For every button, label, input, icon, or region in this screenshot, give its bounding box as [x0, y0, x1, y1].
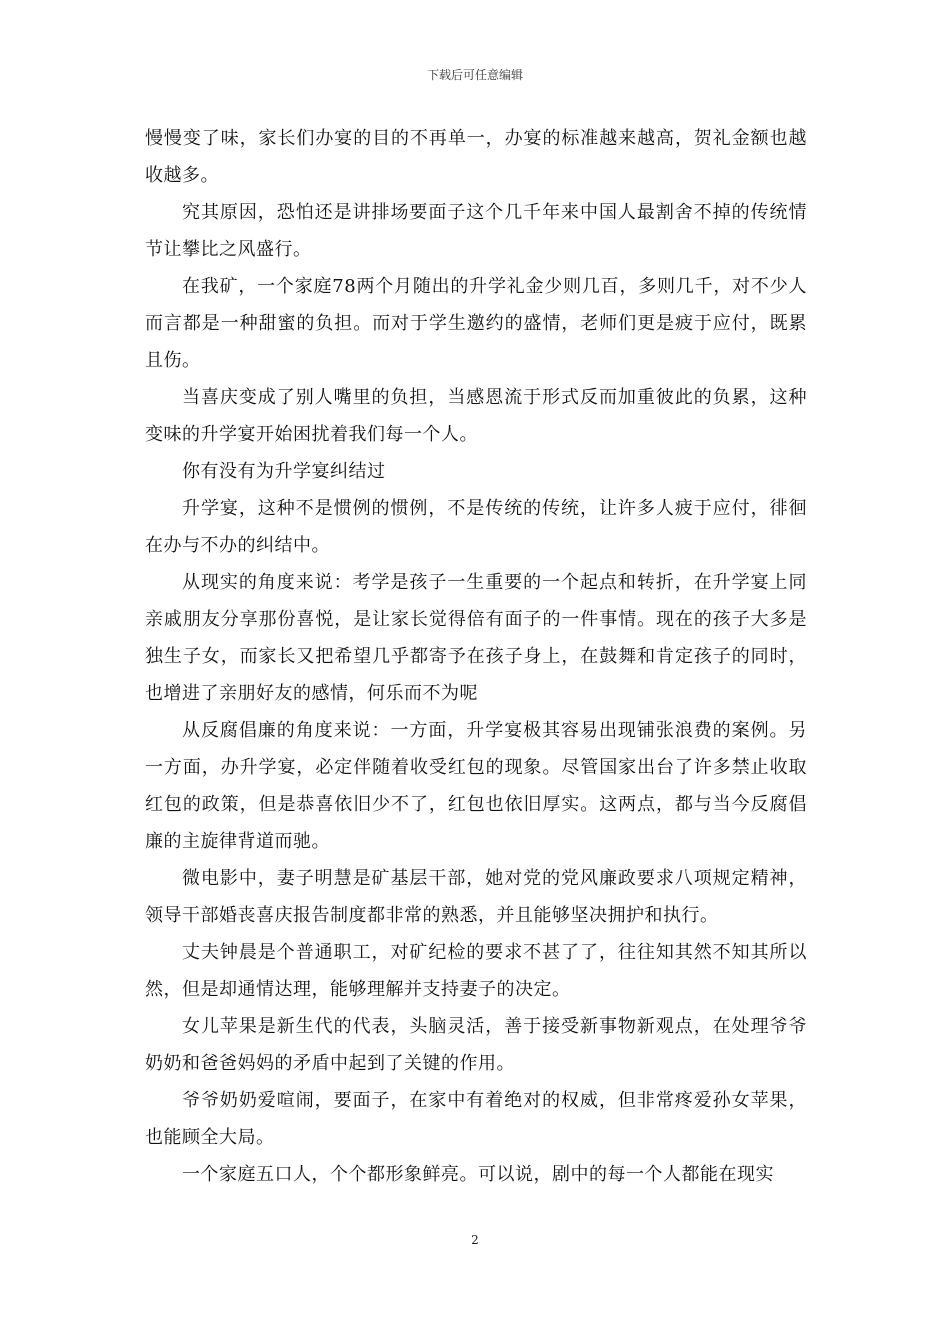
- paragraph: 爷爷奶奶爱喧闹，要面子，在家中有着绝对的权威，但非常疼爱孙女苹果，也能顾全大局。: [145, 1090, 807, 1148]
- page-header: [0, 67, 950, 83]
- paragraph: 慢慢变了味，家长们办宴的目的不再单一，办宴的标准越来越高，贺礼金额也越收越多。: [145, 128, 807, 186]
- paragraph: 从反腐倡廉的角度来说：一方面，升学宴极其容易出现铺张浪费的案例。另一方面，办升学宴，必定伴随着收受红包的现象。尽管国家出台了许多禁止收取红包的政策，但是恭喜依旧少不了，红包也依旧厚实。这两点，都与当今反腐倡廉的主旋律背道而驰。: [145, 720, 807, 852]
- paragraph: 你有没有为升学宴纠结过: [182, 461, 386, 482]
- paragraph: 一个家庭五口人，个个都形象鲜亮。可以说，剧中的每一个人都能在现实: [182, 1164, 774, 1185]
- paragraph: 在我矿，一个家庭78两个月随出的升学礼金少则几百，多则几千，对不少人而言都是一种甜蜜的负担。而对于学生邀约的盛情，老师们更是疲于应付，既累且伤。: [145, 276, 807, 371]
- paragraph: 微电影中，妻子明慧是矿基层干部，她对党的党风廉政要求八项规定精神，领导干部婚丧喜庆报告制度都非常的熟悉，并且能够坚决拥护和执行。: [145, 868, 807, 926]
- paragraph: 当喜庆变成了别人嘴里的负担，当感恩流于形式反而加重彼此的负累，这种变味的升学宴开始困扰着我们每一个人。: [145, 387, 807, 445]
- document-body: [145, 120, 807, 1193]
- paragraph: 女儿苹果是新生代的代表，头脑灵活，善于接受新事物新观点，在处理爷爷奶奶和爸爸妈妈的矛盾中起到了关键的作用。: [145, 1016, 807, 1074]
- page-footer: [0, 1232, 950, 1248]
- paragraph: 升学宴，这种不是惯例的惯例，不是传统的传统，让许多人疲于应付，徘徊在办与不办的纠结中。: [145, 498, 807, 556]
- header-text: 下载后可任意编辑: [426, 68, 523, 82]
- page-number: 2: [471, 1233, 479, 1247]
- paragraph: 从现实的角度来说：考学是孩子一生重要的一个起点和转折，在升学宴上同亲戚朋友分享那份喜悦，是让家长觉得倍有面子的一件事情。现在的孩子大多是独生子女，而家长又把希望几乎都寄予在孩子身上，在鼓舞和肯定孩子的同时，也增进了亲朋好友的感情，何乐而不为呢: [145, 572, 807, 704]
- paragraph: 究其原因，恐怕还是讲排场要面子这个几千年来中国人最割舍不掉的传统情节让攀比之风盛行。: [145, 202, 807, 260]
- paragraph: 丈夫钟晨是个普通职工，对矿纪检的要求不甚了了，往往知其然不知其所以然，但是却通情达理，能够理解并支持妻子的决定。: [145, 942, 807, 1000]
